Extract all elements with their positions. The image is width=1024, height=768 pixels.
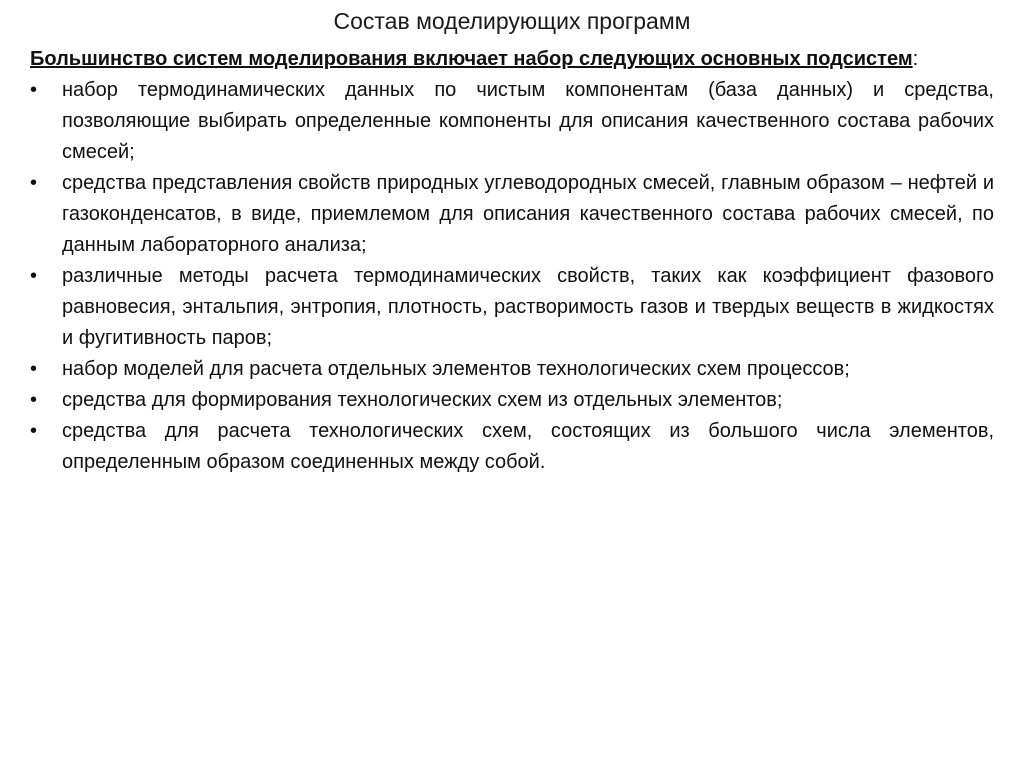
list-item-text: средства представления свойств природных углеводородных смесей, главным образом – нефтей и газоконденсатов, в виде, приемлемом для описания качественного состава рабочих смесей, по данным лабораторного анализа; [62, 172, 994, 256]
slide-content [30, 44, 994, 478]
bullet-icon: • [30, 172, 38, 194]
bullet-icon: • [30, 358, 38, 380]
list-item-text: набор термодинамических данных по чистым компонентам (база данных) и средства, позволяющие выбирать определенные компоненты для описания качественного состава рабочих смесей; [62, 79, 994, 163]
list-item-text: средства для расчета технологических схем, состоящих из большого числа элементов, определенным образом соединенных между собой. [62, 420, 994, 473]
bullet-icon: • [30, 79, 38, 101]
intro-paragraph [30, 44, 994, 75]
list-item-text: различные методы расчета термодинамических свойств, таких как коэффициент фазового равновесия, энтальпия, энтропия, плотность, растворимость газов и твердых веществ в жидкостях и фугитивность паров; [62, 265, 994, 349]
slide-title: Состав моделирующих программ [333, 8, 691, 34]
bullet-icon: • [30, 265, 38, 287]
bullet-icon: • [30, 420, 38, 442]
list-item-text: набор моделей для расчета отдельных элементов технологических схем процессов; [62, 358, 850, 380]
intro-suffix: : [912, 48, 919, 70]
list-item-text: средства для формирования технологических схем из отдельных элементов; [62, 389, 783, 411]
list-item [30, 261, 994, 354]
bullet-icon: • [30, 389, 38, 411]
list-item [30, 168, 994, 261]
list-item [30, 416, 994, 478]
list-item [30, 75, 994, 168]
intro-strong-text: Большинство систем моделирования включает набор следующих основных подсистем [30, 48, 913, 70]
list-item [30, 354, 994, 385]
list-item [30, 385, 994, 416]
bullet-list [30, 75, 994, 478]
